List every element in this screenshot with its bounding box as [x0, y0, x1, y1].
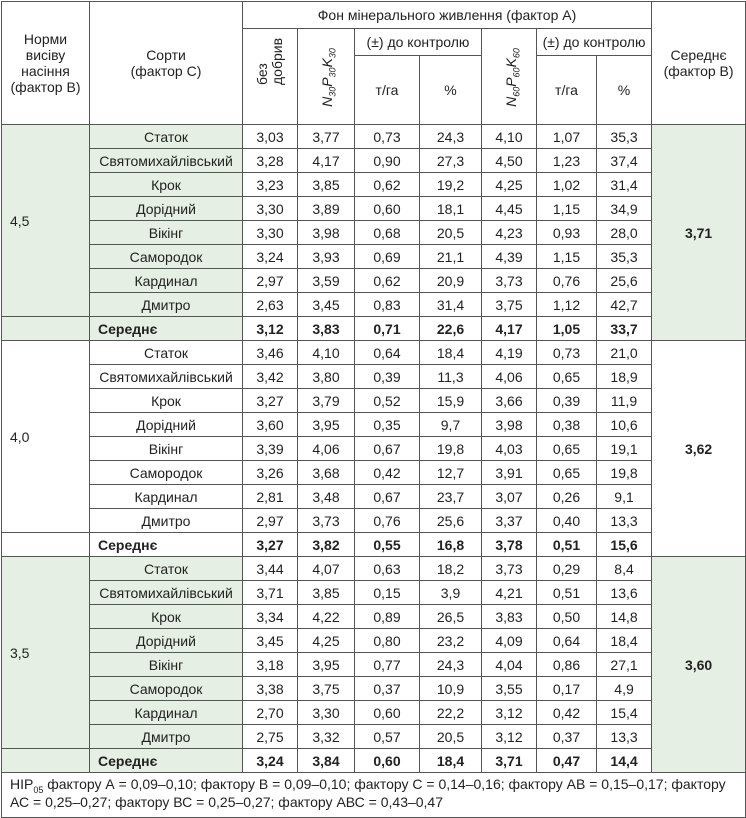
- table-row: [2, 605, 746, 629]
- summary-row: [2, 317, 746, 341]
- value-cell: 18,4: [597, 629, 652, 653]
- value-cell: 3,46: [243, 341, 298, 365]
- n30-n-sub: 30: [327, 86, 338, 97]
- summary-value: 0,51: [537, 533, 597, 557]
- value-cell: 0,86: [537, 653, 597, 677]
- value-cell: 4,07: [298, 557, 355, 581]
- value-cell: 18,2: [420, 557, 482, 581]
- value-cell: 3,45: [243, 629, 298, 653]
- value-cell: 11,3: [420, 365, 482, 389]
- header-pct-1: %: [420, 56, 482, 125]
- value-cell: 3,38: [243, 677, 298, 701]
- value-cell: 3,45: [298, 293, 355, 317]
- value-cell: 19,2: [420, 173, 482, 197]
- value-cell: 4,03: [482, 437, 537, 461]
- value-cell: 3,75: [482, 293, 537, 317]
- average-b-cell: 3,71: [652, 125, 746, 341]
- value-cell: 3,9: [420, 581, 482, 605]
- footnote-hir: НІР: [10, 776, 34, 792]
- value-cell: 4,45: [482, 197, 537, 221]
- value-cell: 4,06: [482, 365, 537, 389]
- value-cell: 0,38: [537, 413, 597, 437]
- value-cell: 4,25: [298, 629, 355, 653]
- table-row: [2, 725, 746, 749]
- table-row: [2, 653, 746, 677]
- n60-k: K: [502, 57, 519, 67]
- summary-row: [2, 749, 746, 773]
- value-cell: 21,0: [597, 341, 652, 365]
- summary-value: 0,55: [355, 533, 420, 557]
- value-cell: 3,37: [482, 509, 537, 533]
- table-row: [2, 557, 746, 581]
- table-row: [2, 365, 746, 389]
- summary-value: 33,7: [597, 317, 652, 341]
- variety-cell: Самородок: [90, 245, 243, 269]
- value-cell: 4,04: [482, 653, 537, 677]
- value-cell: 20,5: [420, 221, 482, 245]
- value-cell: 10,9: [420, 677, 482, 701]
- variety-cell: Статок: [90, 125, 243, 149]
- footnote-hir-sub: 05: [33, 784, 44, 795]
- seeding-rate-cell: 3,5: [2, 557, 90, 749]
- value-cell: 0,17: [537, 677, 597, 701]
- variety-cell: Дмитро: [90, 509, 243, 533]
- summary-value: 3,84: [298, 749, 355, 773]
- value-cell: 0,60: [355, 701, 420, 725]
- footnote: [2, 773, 746, 818]
- value-cell: 3,73: [482, 557, 537, 581]
- value-cell: 13,3: [597, 725, 652, 749]
- value-cell: 19,1: [597, 437, 652, 461]
- variety-cell: Крок: [90, 605, 243, 629]
- value-cell: 3,18: [243, 653, 298, 677]
- value-cell: 20,5: [420, 725, 482, 749]
- header-variety: Сорти (фактор С): [90, 2, 243, 125]
- value-cell: 35,3: [597, 245, 652, 269]
- table-row: [2, 125, 746, 149]
- value-cell: 3,39: [243, 437, 298, 461]
- value-cell: 15,4: [597, 701, 652, 725]
- summary-value: 3,24: [243, 749, 298, 773]
- value-cell: 0,69: [355, 245, 420, 269]
- value-cell: 11,9: [597, 389, 652, 413]
- value-cell: 13,3: [597, 509, 652, 533]
- value-cell: 3,27: [243, 389, 298, 413]
- summary-value: 3,83: [298, 317, 355, 341]
- value-cell: 3,03: [243, 125, 298, 149]
- value-cell: 3,77: [298, 125, 355, 149]
- value-cell: 3,71: [243, 581, 298, 605]
- variety-cell: Святомихайлівський: [90, 581, 243, 605]
- header-pct-2: %: [597, 56, 652, 125]
- value-cell: 42,7: [597, 293, 652, 317]
- value-cell: 19,8: [420, 437, 482, 461]
- value-cell: 3,73: [298, 509, 355, 533]
- table-row: [2, 701, 746, 725]
- summary-value: 3,12: [243, 317, 298, 341]
- summary-value: 16,8: [420, 533, 482, 557]
- table-row: [2, 269, 746, 293]
- value-cell: 0,65: [537, 437, 597, 461]
- value-cell: 9,7: [420, 413, 482, 437]
- value-cell: 24,3: [420, 125, 482, 149]
- table-row: [2, 485, 746, 509]
- value-cell: 0,57: [355, 725, 420, 749]
- variety-cell: Статок: [90, 341, 243, 365]
- value-cell: 4,09: [482, 629, 537, 653]
- value-cell: 3,98: [298, 221, 355, 245]
- value-cell: 3,93: [298, 245, 355, 269]
- value-cell: 1,07: [537, 125, 597, 149]
- table-row: [2, 629, 746, 653]
- summary-value: 18,4: [420, 749, 482, 773]
- value-cell: 31,4: [420, 293, 482, 317]
- table-row: [2, 293, 746, 317]
- variety-cell: Кардинал: [90, 701, 243, 725]
- value-cell: 3,07: [482, 485, 537, 509]
- value-cell: 1,23: [537, 149, 597, 173]
- value-cell: 31,4: [597, 173, 652, 197]
- summary-value: 15,6: [597, 533, 652, 557]
- value-cell: 0,64: [355, 341, 420, 365]
- n30-k: K: [318, 57, 335, 67]
- value-cell: 0,39: [537, 389, 597, 413]
- value-cell: 10,6: [597, 413, 652, 437]
- summary-value: 14,4: [597, 749, 652, 773]
- value-cell: 3,34: [243, 605, 298, 629]
- header-no-fertilizer: [243, 29, 298, 125]
- value-cell: 0,39: [355, 365, 420, 389]
- value-cell: 0,52: [355, 389, 420, 413]
- value-cell: 4,23: [482, 221, 537, 245]
- value-cell: 0,76: [355, 509, 420, 533]
- n30-k-sub: 30: [327, 47, 338, 58]
- value-cell: 3,12: [482, 725, 537, 749]
- value-cell: 3,24: [243, 245, 298, 269]
- value-cell: 0,77: [355, 653, 420, 677]
- table-row: [2, 509, 746, 533]
- value-cell: 0,64: [537, 629, 597, 653]
- value-cell: 8,4: [597, 557, 652, 581]
- value-cell: 3,44: [243, 557, 298, 581]
- variety-cell: Кардинал: [90, 485, 243, 509]
- value-cell: 24,3: [420, 653, 482, 677]
- value-cell: 3,23: [243, 173, 298, 197]
- table-row: [2, 677, 746, 701]
- n60-n-sub: 60: [511, 86, 522, 97]
- summary-value: 3,71: [482, 749, 537, 773]
- value-cell: 2,75: [243, 725, 298, 749]
- variety-cell: Статок: [90, 557, 243, 581]
- variety-cell: Кардинал: [90, 269, 243, 293]
- value-cell: 0,15: [355, 581, 420, 605]
- value-cell: 0,83: [355, 293, 420, 317]
- summary-label: Середнє: [90, 749, 243, 773]
- average-b-cell: 3,60: [652, 557, 746, 773]
- seeding-rate-cell: 4,0: [2, 341, 90, 533]
- header-n60-label: [502, 47, 522, 107]
- summary-blank-cell: [2, 749, 90, 773]
- value-cell: 37,4: [597, 149, 652, 173]
- table-row: [2, 413, 746, 437]
- value-cell: 3,85: [298, 581, 355, 605]
- table-row: [2, 173, 746, 197]
- value-cell: 0,35: [355, 413, 420, 437]
- value-cell: 4,17: [298, 149, 355, 173]
- value-cell: 20,9: [420, 269, 482, 293]
- summary-blank-cell: [2, 317, 90, 341]
- value-cell: 4,21: [482, 581, 537, 605]
- table-row: [2, 437, 746, 461]
- value-cell: 1,15: [537, 197, 597, 221]
- value-cell: 21,1: [420, 245, 482, 269]
- value-cell: 3,55: [482, 677, 537, 701]
- value-cell: 0,73: [355, 125, 420, 149]
- summary-value: 3,27: [243, 533, 298, 557]
- value-cell: 3,59: [298, 269, 355, 293]
- variety-cell: Самородок: [90, 461, 243, 485]
- value-cell: 2,63: [243, 293, 298, 317]
- value-cell: 26,5: [420, 605, 482, 629]
- value-cell: 3,32: [298, 725, 355, 749]
- variety-cell: Вікінг: [90, 653, 243, 677]
- value-cell: 3,83: [482, 605, 537, 629]
- value-cell: 0,37: [355, 677, 420, 701]
- value-cell: 18,1: [420, 197, 482, 221]
- variety-cell: Вікінг: [90, 221, 243, 245]
- header-diff-2: (±) до контролю: [537, 29, 652, 56]
- header-diff-1: (±) до контролю: [355, 29, 482, 56]
- value-cell: 4,25: [482, 173, 537, 197]
- footnote-text: фактору А = 0,09–0,10; фактору В = 0,09–0,10; фактору С = 0,14–0,16; фактору АВ = 0,15–0,17; фактору АС = 0,25–0,27; фактору ВС = 0,25–0,27; фактору АВС = 0,43–0,47: [10, 776, 726, 810]
- value-cell: 3,66: [482, 389, 537, 413]
- header-background: Фон мінерального живлення (фактор А): [243, 2, 652, 29]
- average-b-cell: 3,62: [652, 341, 746, 557]
- n30-p: P: [318, 76, 335, 87]
- value-cell: 0,93: [537, 221, 597, 245]
- value-cell: 4,50: [482, 149, 537, 173]
- variety-cell: Дмитро: [90, 293, 243, 317]
- summary-value: 0,47: [537, 749, 597, 773]
- value-cell: 19,8: [597, 461, 652, 485]
- value-cell: 0,76: [537, 269, 597, 293]
- value-cell: 3,68: [298, 461, 355, 485]
- value-cell: 0,62: [355, 269, 420, 293]
- variety-cell: Дорідний: [90, 629, 243, 653]
- value-cell: 4,22: [298, 605, 355, 629]
- value-cell: 1,02: [537, 173, 597, 197]
- summary-value: 1,05: [537, 317, 597, 341]
- value-cell: 3,85: [298, 173, 355, 197]
- table-row: [2, 461, 746, 485]
- value-cell: 2,97: [243, 509, 298, 533]
- value-cell: 0,26: [537, 485, 597, 509]
- summary-value: 4,17: [482, 317, 537, 341]
- header-tha-2: т/га: [537, 56, 597, 125]
- value-cell: 0,65: [537, 461, 597, 485]
- summary-value: 3,82: [298, 533, 355, 557]
- table-body: [2, 125, 746, 773]
- variety-cell: Крок: [90, 173, 243, 197]
- value-cell: 2,97: [243, 269, 298, 293]
- value-cell: 23,7: [420, 485, 482, 509]
- value-cell: 0,42: [355, 461, 420, 485]
- value-cell: 0,40: [537, 509, 597, 533]
- value-cell: 1,12: [537, 293, 597, 317]
- variety-cell: Дорідний: [90, 197, 243, 221]
- value-cell: 2,70: [243, 701, 298, 725]
- value-cell: 3,80: [298, 365, 355, 389]
- value-cell: 3,98: [482, 413, 537, 437]
- value-cell: 3,95: [298, 413, 355, 437]
- seeding-rate-cell: 4,5: [2, 125, 90, 317]
- value-cell: 1,15: [537, 245, 597, 269]
- value-cell: 0,89: [355, 605, 420, 629]
- header-n30-label: [318, 47, 338, 107]
- value-cell: 0,90: [355, 149, 420, 173]
- value-cell: 25,6: [597, 269, 652, 293]
- n60-k-sub: 60: [511, 47, 522, 58]
- value-cell: 0,68: [355, 221, 420, 245]
- value-cell: 4,10: [298, 341, 355, 365]
- value-cell: 22,2: [420, 701, 482, 725]
- value-cell: 3,73: [482, 269, 537, 293]
- yield-table: [1, 1, 746, 818]
- table-row: [2, 581, 746, 605]
- summary-value: 22,6: [420, 317, 482, 341]
- variety-cell: Дмитро: [90, 725, 243, 749]
- value-cell: 27,3: [420, 149, 482, 173]
- variety-cell: Крок: [90, 389, 243, 413]
- value-cell: 2,81: [243, 485, 298, 509]
- value-cell: 0,63: [355, 557, 420, 581]
- summary-value: 0,60: [355, 749, 420, 773]
- variety-cell: Святомихайлівський: [90, 365, 243, 389]
- value-cell: 0,42: [537, 701, 597, 725]
- value-cell: 0,62: [355, 173, 420, 197]
- value-cell: 4,19: [482, 341, 537, 365]
- summary-value: 3,78: [482, 533, 537, 557]
- summary-row: [2, 533, 746, 557]
- value-cell: 3,26: [243, 461, 298, 485]
- value-cell: 0,60: [355, 197, 420, 221]
- header-average: Середнє (фактор В): [652, 2, 746, 125]
- value-cell: 34,9: [597, 197, 652, 221]
- table-row: [2, 389, 746, 413]
- value-cell: 18,4: [420, 341, 482, 365]
- summary-value: 0,71: [355, 317, 420, 341]
- value-cell: 0,37: [537, 725, 597, 749]
- value-cell: 4,10: [482, 125, 537, 149]
- n60-p: P: [502, 76, 519, 87]
- value-cell: 3,75: [298, 677, 355, 701]
- value-cell: 4,39: [482, 245, 537, 269]
- summary-blank-cell: [2, 533, 90, 557]
- value-cell: 3,79: [298, 389, 355, 413]
- value-cell: 3,89: [298, 197, 355, 221]
- header-n30: [298, 29, 355, 125]
- n30-n: N: [318, 96, 335, 107]
- value-cell: 28,0: [597, 221, 652, 245]
- value-cell: 0,80: [355, 629, 420, 653]
- value-cell: 15,9: [420, 389, 482, 413]
- value-cell: 0,67: [355, 485, 420, 509]
- variety-cell: Святомихайлівський: [90, 149, 243, 173]
- value-cell: 27,1: [597, 653, 652, 677]
- value-cell: 4,9: [597, 677, 652, 701]
- header-no-fertilizer-label: без добрив: [254, 37, 285, 85]
- summary-label: Середнє: [90, 533, 243, 557]
- header-tha-1: т/га: [355, 56, 420, 125]
- value-cell: 0,29: [537, 557, 597, 581]
- value-cell: 0,73: [537, 341, 597, 365]
- value-cell: 3,91: [482, 461, 537, 485]
- value-cell: 12,7: [420, 461, 482, 485]
- n60-p-sub: 60: [511, 66, 522, 77]
- table-row: [2, 149, 746, 173]
- value-cell: 0,67: [355, 437, 420, 461]
- table-row: [2, 197, 746, 221]
- header-rate: Норми висіву насіння (фактор В): [2, 2, 90, 125]
- value-cell: 25,6: [420, 509, 482, 533]
- value-cell: 4,06: [298, 437, 355, 461]
- value-cell: 0,65: [537, 365, 597, 389]
- value-cell: 3,28: [243, 149, 298, 173]
- table-row: [2, 245, 746, 269]
- value-cell: 3,95: [298, 653, 355, 677]
- value-cell: 3,60: [243, 413, 298, 437]
- table-row: [2, 341, 746, 365]
- value-cell: 3,42: [243, 365, 298, 389]
- value-cell: 3,30: [243, 197, 298, 221]
- value-cell: 0,51: [537, 581, 597, 605]
- n60-n: N: [502, 96, 519, 107]
- variety-cell: Дорідний: [90, 413, 243, 437]
- variety-cell: Вікінг: [90, 437, 243, 461]
- n30-p-sub: 30: [327, 66, 338, 77]
- summary-label: Середнє: [90, 317, 243, 341]
- value-cell: 9,1: [597, 485, 652, 509]
- value-cell: 14,8: [597, 605, 652, 629]
- value-cell: 3,12: [482, 701, 537, 725]
- value-cell: 0,50: [537, 605, 597, 629]
- table-row: [2, 221, 746, 245]
- value-cell: 3,30: [243, 221, 298, 245]
- value-cell: 3,48: [298, 485, 355, 509]
- variety-cell: Самородок: [90, 677, 243, 701]
- value-cell: 3,30: [298, 701, 355, 725]
- header-n60: [482, 29, 537, 125]
- value-cell: 18,9: [597, 365, 652, 389]
- value-cell: 13,6: [597, 581, 652, 605]
- value-cell: 35,3: [597, 125, 652, 149]
- value-cell: 23,2: [420, 629, 482, 653]
